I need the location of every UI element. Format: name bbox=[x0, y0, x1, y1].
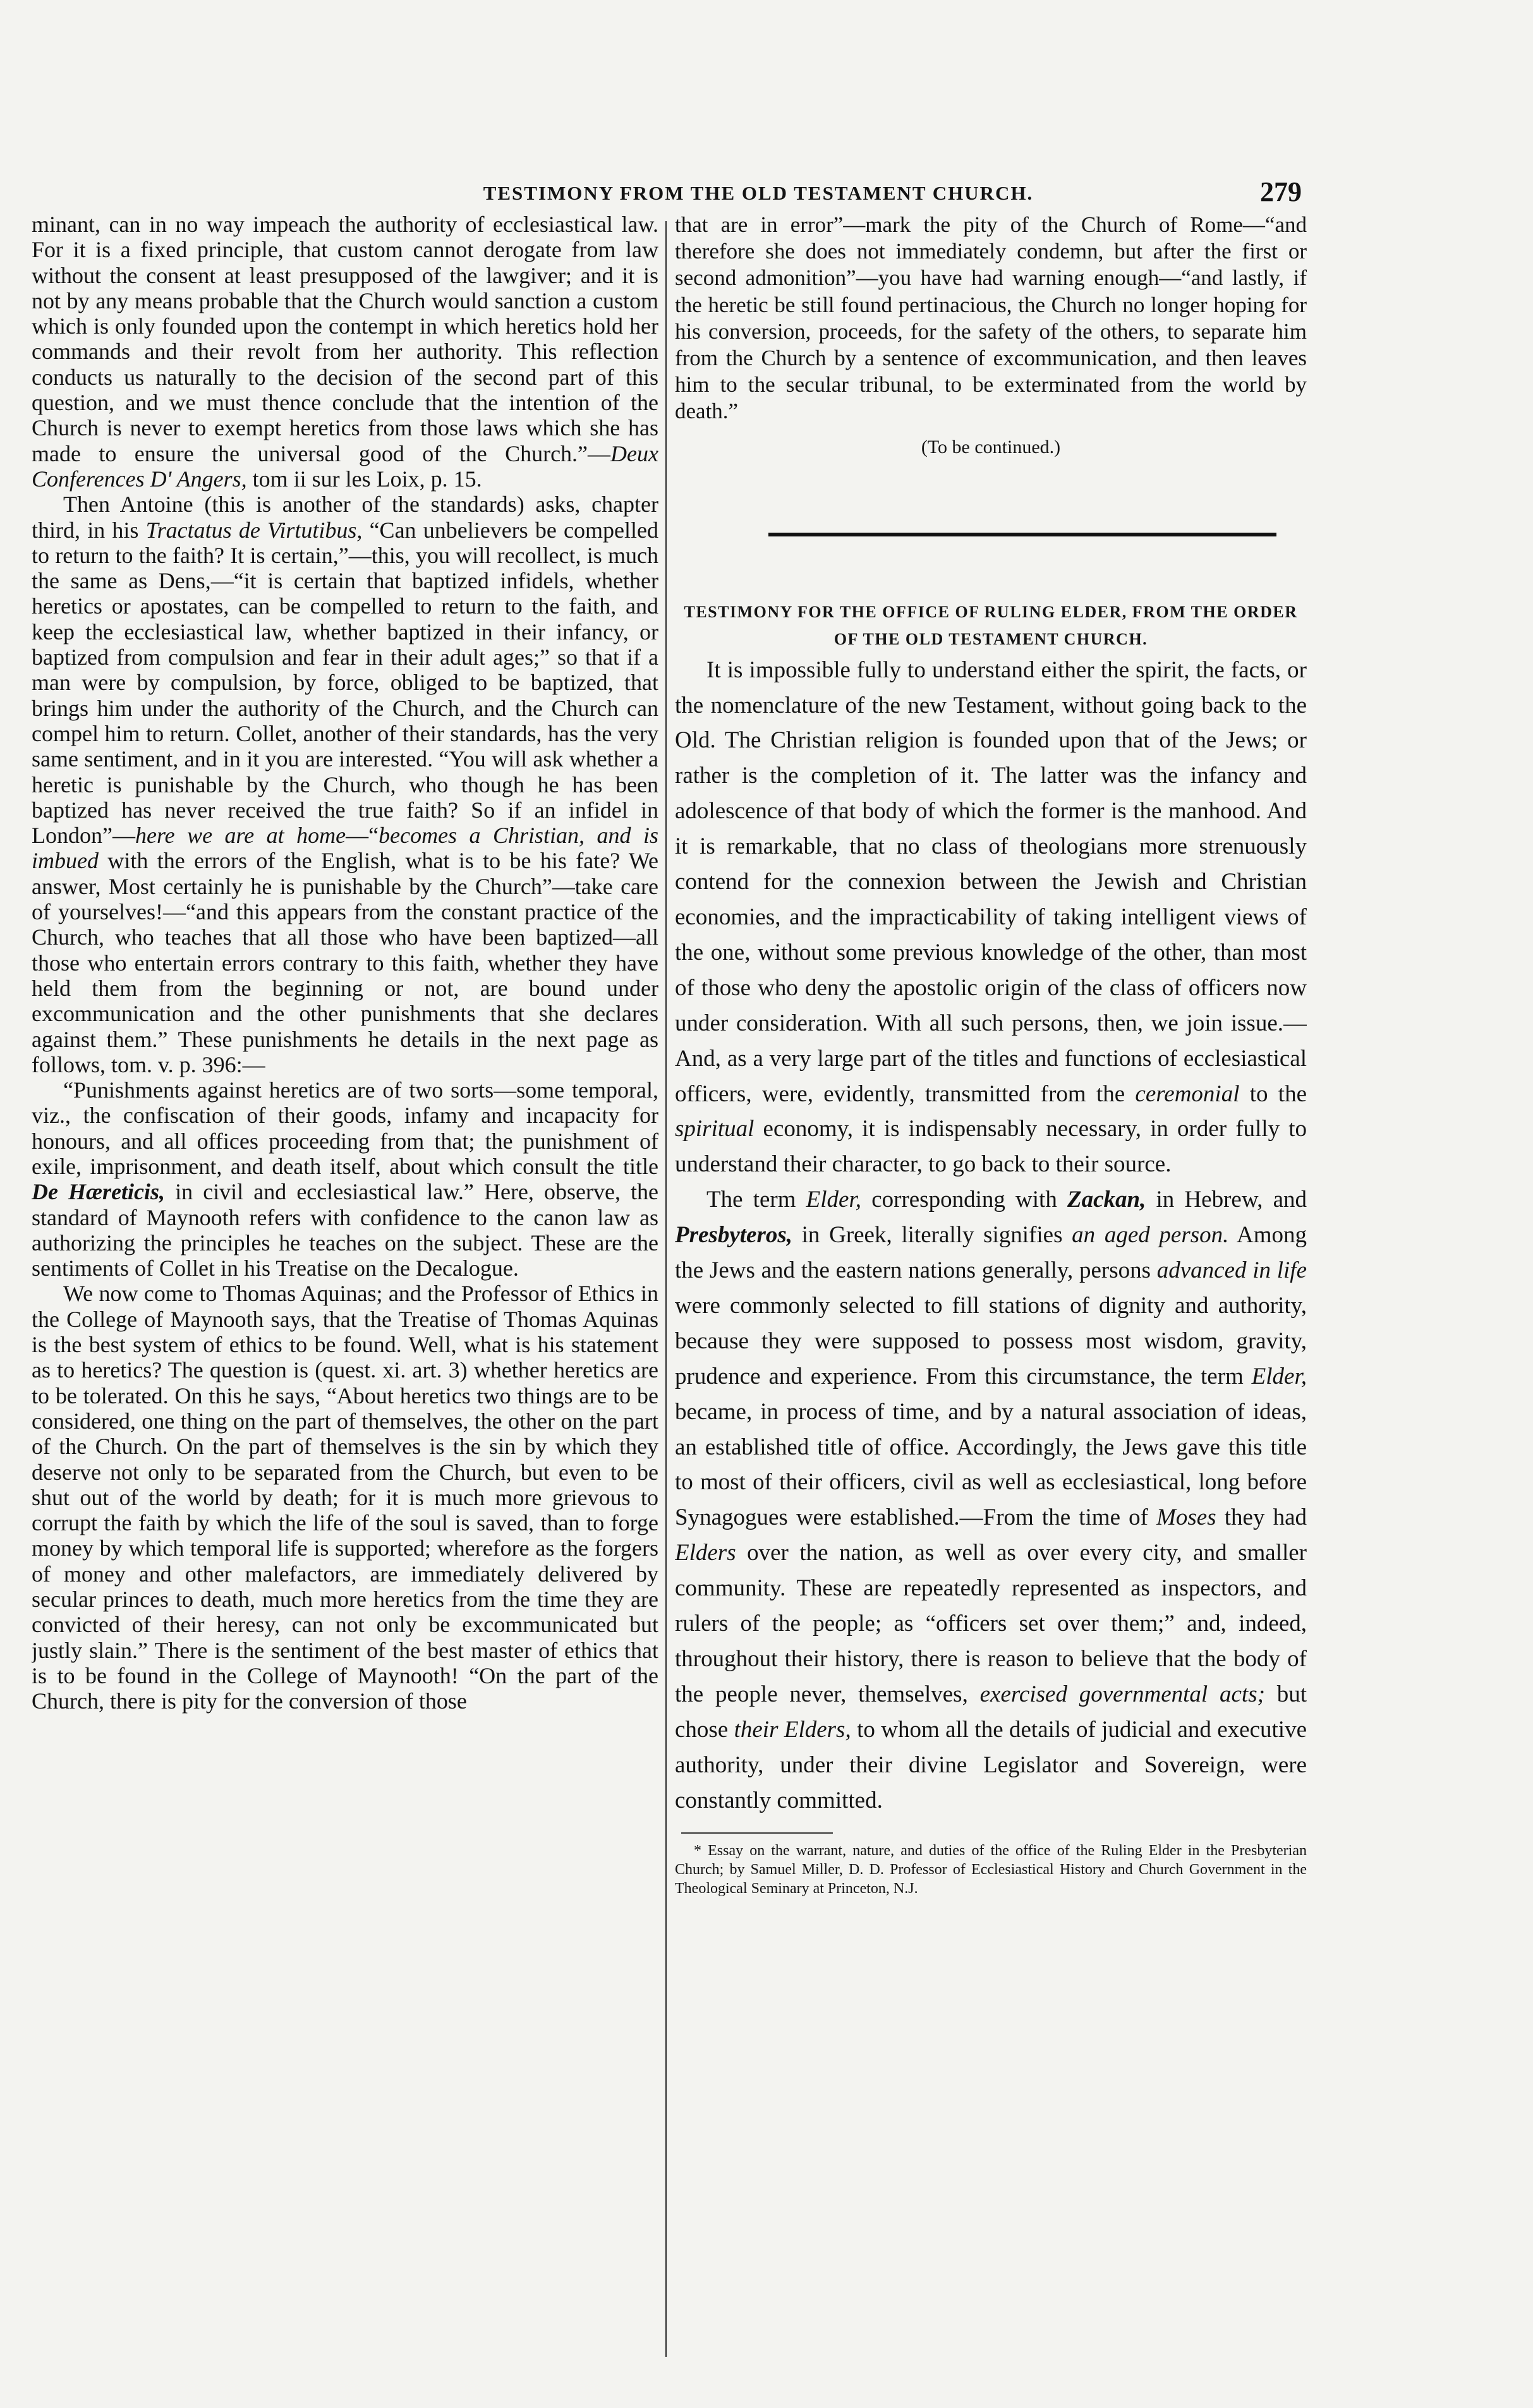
paragraph bbox=[32, 492, 658, 1077]
text-run: tom ii sur les Loix, p. 15. bbox=[246, 466, 482, 492]
right-column bbox=[675, 212, 1307, 2351]
emphasis-text: Tractatus de Virtutibus, bbox=[145, 517, 363, 543]
emphasis-text: here we are at home bbox=[135, 823, 346, 849]
emphasis-text: Elders bbox=[675, 1540, 736, 1566]
emphasis-text: advanced in life bbox=[1156, 1257, 1307, 1284]
text-run: in civil and ecclesiastical law.” Here, observe, the standard of Maynooth refers with confidence to the canon law as authorizing the principles he teaches on the subject. These are the sentiments of Collet in his Treatise on the Decalogue. bbox=[32, 1179, 658, 1281]
text-run: to whom all the details of judicial and executive authority, under their divine Legislator and Sovereign, were constantly committed. bbox=[675, 1716, 1307, 1813]
text-run: with the errors of the English, what is to be his fate? We answer, Most certainly he is punishable by the Church”—take care of yourselves!—“and this appears from the constant practice of the Church, who teaches that all those who have been baptized—all those who entertain errors contrary to this faith, whether they have held them from the beginning or not, are bound under excommunication and the other punishments that she declares against them.” These punishments he details in the next page as follows, tom. v. p. 396:— bbox=[32, 848, 658, 1077]
emphasis-text: ceremonial bbox=[1135, 1080, 1240, 1107]
emphasis-text: becomes a Christian, and is imbued bbox=[32, 823, 658, 874]
article-body bbox=[675, 653, 1307, 1818]
text-run: corresponding with bbox=[861, 1187, 1067, 1213]
emphasis-text: Moses bbox=[1156, 1504, 1216, 1531]
page-number: 279 bbox=[1260, 176, 1302, 207]
text-run: but chose bbox=[675, 1681, 1307, 1743]
text-run: over the nation, as well as over every city, and smaller community. These are repeatedly represented as inspectors, and rulers of the people; as “officers set over them;” and, indeed, throughout their history, there is reason to believe that the body of the people never, themselves, bbox=[675, 1540, 1307, 1707]
emphasis-text: Elder, bbox=[1251, 1363, 1307, 1389]
column-divider bbox=[665, 221, 667, 2357]
text-run: in Hebrew, and bbox=[1146, 1187, 1307, 1213]
paragraph bbox=[32, 212, 658, 492]
text-run: became, in process of time, and by a natural association of ideas, an established title of office. Accordingly, the Jews gave this title to most of their officers, civil as well as ecclesiastical, long before Synagogues were established.—From the time of bbox=[675, 1398, 1307, 1531]
running-title: TESTIMONY FROM THE OLD TESTAMENT CHURCH. bbox=[483, 182, 1034, 204]
text-run: economy, it is indispensably necessary, in order fully to understand their character, to go back to their source. bbox=[675, 1116, 1307, 1178]
text-run: were commonly selected to fill stations of dignity and authority, because they were supposed to possess most wisdom, gravity, prudence and experience. From this circumstance, the term bbox=[675, 1292, 1307, 1389]
emphasis-text: spiritual bbox=[675, 1116, 754, 1142]
text-run: Among the Jews and the eastern nations generally, persons bbox=[675, 1222, 1307, 1284]
text-run: “Punishments against heretics are of two sorts—some temporal, viz., the confiscation of their goods, infamy and incapacity for honours, and all offices proceeding from that; the punishment of exile, imprisonment, and death itself, about which consult the title bbox=[32, 1077, 658, 1179]
footnote-rule bbox=[681, 1832, 833, 1834]
text-run: “Can unbelievers be compelled to return to the faith? It is certain,”—this, you will recollect, is much the same as Dens,—“it is certain that baptized infidels, whether heretics or apostates, can be compelled to return to the faith, and keep the ecclesiastical law, whether baptized in their infancy, or baptized from compulsion and fear in their adult ages;” so that if a man were by compulsion, by force, obliged to be baptized, that brings him under the authority of the Church, and the Church can compel him to return. Collet, another of their standards, has the very same sentiment, and in it you are interested. “You will ask whether a heretic is punishable by the Church, who though he has been baptized has never received the true faith? So if an infidel in London”— bbox=[32, 517, 658, 849]
paragraph bbox=[675, 1182, 1307, 1818]
continuation-paragraph: that are in error”—mark the pity of the Church of Rome—“and therefore she does not immediately condemn, but after the first or second admonition”—you have had warning enough—“and lastly, if the heretic be still found pertinacious, the Church no longer hoping for his conversion, proceeds, for the safety of the others, to separate him from the Church by a sentence of excommunication, and then leaves him to the secular tribunal, to be exterminated from the world by death.” bbox=[675, 212, 1307, 424]
text-run: to the bbox=[1239, 1080, 1307, 1107]
emphasis-text: Elder, bbox=[806, 1187, 862, 1213]
text-run: Then Antoine (this is another of the standards) asks, chapter third, in his bbox=[32, 492, 658, 543]
emphasis-text: exercised governmental acts; bbox=[979, 1681, 1265, 1707]
text-run: The term bbox=[706, 1187, 806, 1213]
to-be-continued: (To be continued.) bbox=[921, 436, 1061, 457]
article-heading: TESTIMONY FOR THE OFFICE OF RULING ELDER, FROM THE ORDER OF THE OLD TESTAMENT CHURCH. bbox=[684, 602, 1298, 648]
text-run: in Greek, literally signifies bbox=[792, 1222, 1072, 1249]
text-run: they had bbox=[1216, 1504, 1307, 1531]
text-run: It is impossible fully to understand either the spirit, the facts, or the nomenclature of the new Testament, without going back to the Old. The Christian religion is founded upon that of the Jews; or rather is the completion of it. The latter was the infancy and adolescence of that body of which the former is the manhood. And it is remarkable, that no class of theologians more strenuously contend for the connexion between the Jewish and Christian economies, and the impracticability of taking intelligent views of the one, without some previous knowledge of the other, than most of those who deny the apostolic origin of the class of officers now under consideration. With all such persons, then, we join issue.—And, as a very large part of the titles and functions of ecclesiastical officers, were, evidently, transmitted from the bbox=[675, 656, 1307, 1107]
section-divider bbox=[768, 533, 1276, 536]
emphasis-text: an aged person. bbox=[1072, 1222, 1229, 1249]
emphasis-text: De Hæreticis, bbox=[32, 1179, 166, 1205]
emphasis-text: Presbyteros, bbox=[675, 1222, 792, 1249]
paragraph bbox=[675, 653, 1307, 1183]
emphasis-text: Deux Conferences D' Angers, bbox=[32, 440, 658, 492]
text-run: minant, can in no way impeach the authority of ecclesiastical law. For it is a fixed principle, that custom cannot derogate from law without the consent at least presupposed of the lawgiver; and it is not by any means probable that the Church would sanction a custom which is only founded upon the contempt in which heretics hold her commands and their revolt from her authority. This reflection conducts us naturally to the decision of the second part of this question, and we must thence conclude that the intention of the Church is never to exempt heretics from those laws which she has made to ensure the universal good of the Church.”— bbox=[32, 212, 658, 466]
paragraph bbox=[32, 1077, 658, 1281]
text-run: —“ bbox=[346, 823, 379, 849]
left-column bbox=[32, 212, 658, 2351]
emphasis-text: Zackan, bbox=[1067, 1187, 1146, 1213]
text-run: We now come to Thomas Aquinas; and the Professor of Ethics in the College of Maynooth says, that the Treatise of Thomas Aquinas is the best system of ethics to be found. Well, what is his statement as to heretics? The question is (quest. xi. art. 3) whether heretics are to be tolerated. On this he says, “About heretics two things are to be considered, one thing on the part of themselves, the other on the part of the Church. On the part of themselves is the sin by which they deserve not only to be separated from the Church, but even to be shut out of the world by death; for it is much more grievous to corrupt the faith by which the life of the soul is saved, than to forge money by which temporal life is supported; wherefore as the forgers of money and other malefactors, are immediately delivered by secular princes to death, much more heretics from the time they are convicted of their heresy, can not only be excommunicated but justly slain.” There is the sentiment of the best master of ethics that is to be found in the College of Maynooth! “On the part of the Church, there is pity for the conversion of those bbox=[32, 1281, 658, 1714]
emphasis-text: their Elders, bbox=[734, 1716, 851, 1743]
footnote: * Essay on the warrant, nature, and duties of the office of the Ruling Elder in the Presbyterian Church; by Samuel Miller, D. D. Professor of Ecclesiastical History and Church Government in the Theological Seminary at Princeton, N.J. bbox=[675, 1842, 1307, 1897]
paragraph bbox=[32, 1281, 658, 1714]
